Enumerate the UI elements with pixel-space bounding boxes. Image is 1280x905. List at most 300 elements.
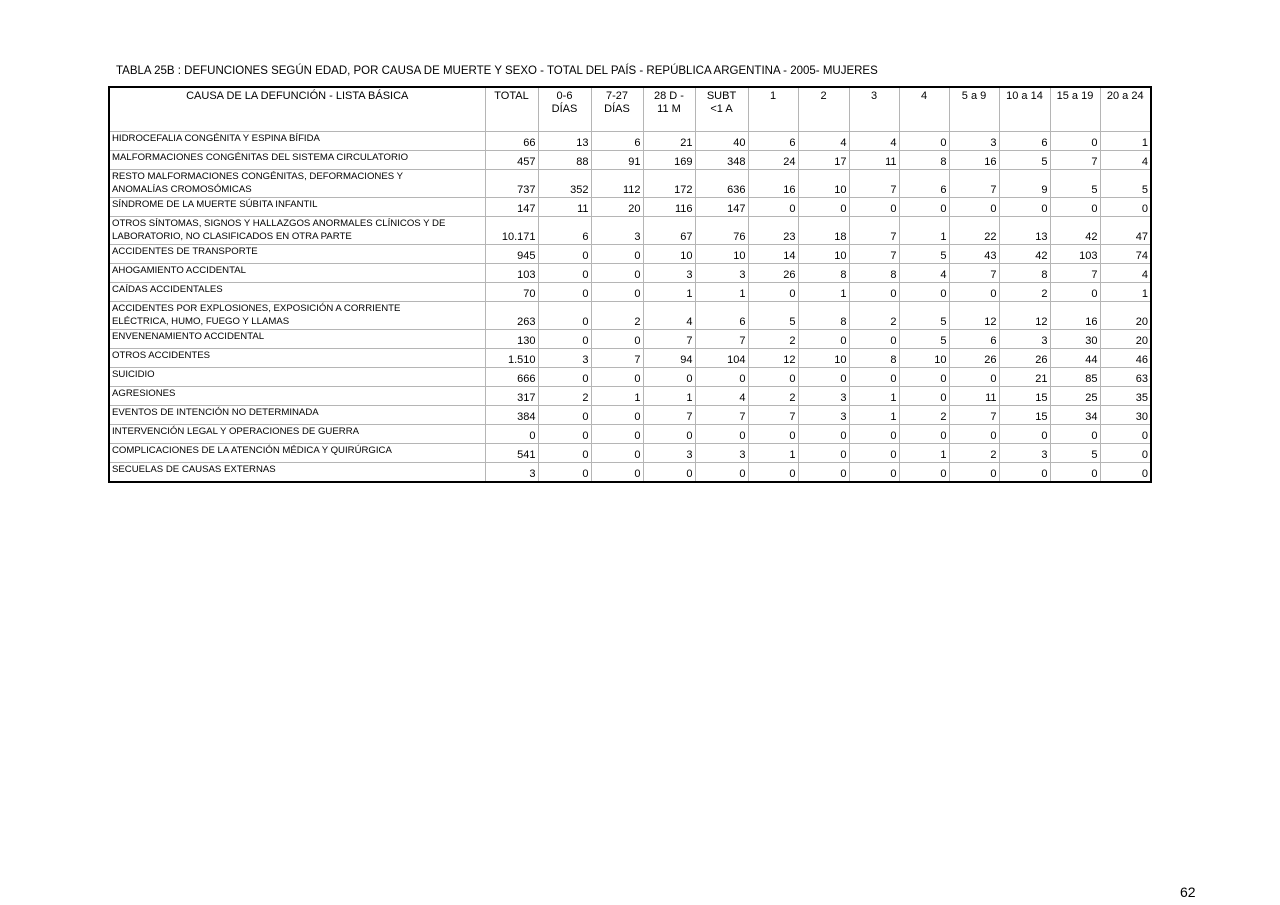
cause-cell (109, 264, 485, 283)
value-cell: 0 (538, 330, 591, 349)
total-cell: 130 (485, 330, 538, 349)
value-cell: 0 (591, 264, 643, 283)
value-cell: 0 (538, 283, 591, 302)
value-cell: 0 (748, 198, 798, 217)
value-cell: 7 (591, 349, 643, 368)
value-cell: 21 (999, 368, 1050, 387)
value-cell: 348 (695, 151, 748, 170)
column-header-line: 20 a 24 (1106, 90, 1144, 102)
value-cell: 3 (999, 444, 1050, 463)
value-cell: 7 (949, 264, 999, 283)
value-cell: 3 (949, 132, 999, 151)
cause-cell (109, 132, 485, 151)
total-cell: 103 (485, 264, 538, 283)
cause-line: OTROS ACCIDENTES (112, 350, 211, 361)
value-cell: 0 (1050, 132, 1100, 151)
value-cell: 0 (798, 330, 849, 349)
value-cell: 3 (999, 330, 1050, 349)
cause-line: ELÉCTRICA, HUMO, FUEGO Y LLAMAS (112, 316, 290, 327)
value-cell: 46 (1100, 349, 1151, 368)
value-cell: 0 (591, 463, 643, 483)
value-cell: 16 (748, 170, 798, 198)
total-cell: 10.171 (485, 217, 538, 245)
table-row (109, 463, 1151, 483)
value-cell: 7 (695, 406, 748, 425)
value-cell: 4 (1100, 264, 1151, 283)
value-cell: 0 (849, 283, 899, 302)
column-header (748, 87, 798, 132)
table-row (109, 368, 1151, 387)
value-cell: 11 (538, 198, 591, 217)
value-cell: 1 (849, 406, 899, 425)
total-cell: 3 (485, 463, 538, 483)
value-cell: 172 (643, 170, 695, 198)
value-cell: 26 (999, 349, 1050, 368)
value-cell: 15 (999, 406, 1050, 425)
total-cell: 737 (485, 170, 538, 198)
table-row (109, 170, 1151, 198)
value-cell: 0 (849, 444, 899, 463)
value-cell: 12 (748, 349, 798, 368)
value-cell: 4 (643, 302, 695, 330)
total-cell: 945 (485, 245, 538, 264)
value-cell: 11 (949, 387, 999, 406)
table-row (109, 302, 1151, 330)
value-cell: 0 (591, 283, 643, 302)
value-cell: 0 (538, 368, 591, 387)
cause-cell (109, 170, 485, 198)
value-cell: 1 (591, 387, 643, 406)
value-cell: 0 (899, 132, 949, 151)
value-cell: 0 (695, 368, 748, 387)
table-row (109, 198, 1151, 217)
value-cell: 0 (899, 463, 949, 483)
value-cell: 2 (748, 330, 798, 349)
value-cell: 0 (899, 425, 949, 444)
value-cell: 0 (1100, 463, 1151, 483)
value-cell: 0 (1050, 198, 1100, 217)
table-row (109, 264, 1151, 283)
value-cell: 43 (949, 245, 999, 264)
value-cell: 7 (695, 330, 748, 349)
value-cell: 0 (695, 463, 748, 483)
cause-line: ANOMALÍAS CROMOSÓMICAS (112, 184, 252, 195)
value-cell: 0 (591, 368, 643, 387)
value-cell: 1 (748, 444, 798, 463)
total-cell: 1.510 (485, 349, 538, 368)
table-row (109, 217, 1151, 245)
value-cell: 47 (1100, 217, 1151, 245)
cause-cell (109, 425, 485, 444)
table-row (109, 151, 1151, 170)
value-cell: 5 (748, 302, 798, 330)
cause-cell (109, 217, 485, 245)
value-cell: 91 (591, 151, 643, 170)
value-cell: 0 (538, 406, 591, 425)
total-cell: 66 (485, 132, 538, 151)
cause-cell (109, 444, 485, 463)
value-cell: 0 (849, 463, 899, 483)
total-cell: 541 (485, 444, 538, 463)
value-cell: 7 (949, 406, 999, 425)
value-cell: 9 (999, 170, 1050, 198)
value-cell: 25 (1050, 387, 1100, 406)
value-cell: 0 (748, 425, 798, 444)
value-cell: 26 (748, 264, 798, 283)
total-cell: 384 (485, 406, 538, 425)
cause-line: OTROS SÍNTOMAS, SIGNOS Y HALLAZGOS ANORMALES CLÍNICOS Y DE (112, 218, 446, 229)
value-cell: 0 (849, 198, 899, 217)
value-cell: 147 (695, 198, 748, 217)
value-cell: 8 (999, 264, 1050, 283)
value-cell: 0 (949, 198, 999, 217)
value-cell: 94 (643, 349, 695, 368)
column-header-line: DÍAS (551, 103, 578, 115)
value-cell: 4 (849, 132, 899, 151)
value-cell: 6 (591, 132, 643, 151)
value-cell: 8 (899, 151, 949, 170)
cause-cell (109, 349, 485, 368)
value-cell: 0 (949, 463, 999, 483)
value-cell: 7 (1050, 264, 1100, 283)
value-cell: 1 (899, 217, 949, 245)
column-header-line: 5 a 9 (961, 90, 987, 102)
cause-line: COMPLICACIONES DE LA ATENCIÓN MÉDICA Y QUIRÚRGICA (112, 445, 392, 456)
value-cell: 10 (798, 170, 849, 198)
value-cell: 1 (798, 283, 849, 302)
value-cell: 0 (899, 368, 949, 387)
value-cell: 24 (748, 151, 798, 170)
value-cell: 8 (849, 264, 899, 283)
cause-line: INTERVENCIÓN LEGAL Y OPERACIONES DE GUERRA (112, 426, 360, 437)
value-cell: 0 (798, 368, 849, 387)
value-cell: 0 (949, 425, 999, 444)
value-cell: 0 (591, 245, 643, 264)
value-cell: 12 (999, 302, 1050, 330)
value-cell: 15 (999, 387, 1050, 406)
value-cell: 0 (999, 198, 1050, 217)
value-cell: 16 (1050, 302, 1100, 330)
value-cell: 5 (1050, 170, 1100, 198)
column-header-line: SUBT (706, 90, 737, 102)
column-header (643, 87, 695, 132)
cause-cell (109, 245, 485, 264)
value-cell: 63 (1100, 368, 1151, 387)
value-cell: 4 (1100, 151, 1151, 170)
value-cell: 67 (643, 217, 695, 245)
value-cell: 5 (899, 302, 949, 330)
value-cell: 34 (1050, 406, 1100, 425)
value-cell: 42 (999, 245, 1050, 264)
column-header-cause (109, 87, 485, 132)
value-cell: 23 (748, 217, 798, 245)
value-cell: 3 (695, 264, 748, 283)
value-cell: 4 (798, 132, 849, 151)
table-title: TABLA 25B : DEFUNCIONES SEGÚN EDAD, POR CAUSA DE MUERTE Y SEXO - TOTAL DEL PAÍS - REPÚBLICA ARGENTINA - 2005- MUJERES (116, 65, 878, 77)
value-cell: 0 (798, 463, 849, 483)
value-cell: 6 (538, 217, 591, 245)
value-cell: 6 (949, 330, 999, 349)
value-cell: 3 (695, 444, 748, 463)
value-cell: 0 (538, 245, 591, 264)
value-cell: 7 (849, 170, 899, 198)
value-cell: 1 (849, 387, 899, 406)
cause-line: ACCIDENTES POR EXPLOSIONES, EXPOSICIÓN A CORRIENTE (112, 303, 401, 314)
value-cell: 169 (643, 151, 695, 170)
value-cell: 5 (899, 245, 949, 264)
value-cell: 0 (538, 264, 591, 283)
value-cell: 2 (899, 406, 949, 425)
value-cell: 85 (1050, 368, 1100, 387)
cause-line: SÍNDROME DE LA MUERTE SÚBITA INFANTIL (112, 199, 318, 210)
value-cell: 0 (643, 368, 695, 387)
value-cell: 6 (999, 132, 1050, 151)
column-header-line: 0-6 (556, 90, 573, 102)
column-header (849, 87, 899, 132)
value-cell: 8 (798, 264, 849, 283)
value-cell: 18 (798, 217, 849, 245)
cause-cell (109, 302, 485, 330)
cause-cell (109, 406, 485, 425)
value-cell: 112 (591, 170, 643, 198)
value-cell: 6 (695, 302, 748, 330)
table-row (109, 387, 1151, 406)
value-cell: 10 (798, 245, 849, 264)
value-cell: 10 (695, 245, 748, 264)
value-cell: 5 (999, 151, 1050, 170)
mortality-table (108, 86, 1152, 483)
cause-line: SUICIDIO (112, 369, 155, 380)
value-cell: 0 (1050, 463, 1100, 483)
value-cell: 20 (1100, 302, 1151, 330)
value-cell: 35 (1100, 387, 1151, 406)
value-cell: 0 (643, 425, 695, 444)
value-cell: 22 (949, 217, 999, 245)
value-cell: 13 (538, 132, 591, 151)
value-cell: 6 (899, 170, 949, 198)
table-row (109, 425, 1151, 444)
value-cell: 1 (1100, 283, 1151, 302)
column-header-line: 4 (920, 90, 928, 102)
value-cell: 0 (949, 283, 999, 302)
cause-line: HIDROCEFALIA CONGÉNITA Y ESPINA BÍFIDA (112, 133, 320, 144)
value-cell: 5 (1050, 444, 1100, 463)
value-cell: 0 (1100, 198, 1151, 217)
table-row (109, 349, 1151, 368)
cause-line: RESTO MALFORMACIONES CONGÉNITAS, DEFORMACIONES Y (112, 171, 404, 182)
cause-line: MALFORMACIONES CONGÉNITAS DEL SISTEMA CIRCULATORIO (112, 152, 409, 163)
value-cell: 10 (798, 349, 849, 368)
column-header (695, 87, 748, 132)
cause-cell (109, 198, 485, 217)
value-cell: 0 (1050, 425, 1100, 444)
value-cell: 2 (538, 387, 591, 406)
value-cell: 3 (538, 349, 591, 368)
value-cell: 7 (643, 406, 695, 425)
table-row (109, 444, 1151, 463)
value-cell: 0 (798, 425, 849, 444)
column-header-line: CAUSA DE LA DEFUNCIÓN - LISTA BÁSICA (186, 90, 409, 102)
value-cell: 6 (748, 132, 798, 151)
value-cell: 0 (695, 425, 748, 444)
value-cell: 2 (949, 444, 999, 463)
value-cell: 20 (591, 198, 643, 217)
value-cell: 0 (798, 198, 849, 217)
value-cell: 74 (1100, 245, 1151, 264)
value-cell: 0 (538, 302, 591, 330)
value-cell: 8 (849, 349, 899, 368)
column-header-line: 3 (870, 90, 878, 102)
table-row (109, 283, 1151, 302)
value-cell: 1 (643, 283, 695, 302)
column-header-line: 15 a 19 (1056, 90, 1094, 102)
value-cell: 0 (538, 444, 591, 463)
value-cell: 10 (899, 349, 949, 368)
value-cell: 0 (849, 330, 899, 349)
value-cell: 103 (1050, 245, 1100, 264)
value-cell: 7 (643, 330, 695, 349)
value-cell: 104 (695, 349, 748, 368)
total-cell: 70 (485, 283, 538, 302)
column-header-line: DÍAS (604, 103, 630, 115)
value-cell: 0 (849, 368, 899, 387)
total-cell: 0 (485, 425, 538, 444)
value-cell: 2 (591, 302, 643, 330)
value-cell: 0 (591, 406, 643, 425)
value-cell: 0 (748, 463, 798, 483)
column-header (538, 87, 591, 132)
cause-line: ENVENENAMIENTO ACCIDENTAL (112, 331, 265, 342)
value-cell: 1 (643, 387, 695, 406)
value-cell: 2 (999, 283, 1050, 302)
value-cell: 0 (949, 368, 999, 387)
value-cell: 10 (643, 245, 695, 264)
value-cell: 3 (643, 264, 695, 283)
value-cell: 40 (695, 132, 748, 151)
total-cell: 263 (485, 302, 538, 330)
cause-cell (109, 368, 485, 387)
total-cell: 317 (485, 387, 538, 406)
value-cell: 16 (949, 151, 999, 170)
value-cell: 352 (538, 170, 591, 198)
value-cell: 4 (899, 264, 949, 283)
value-cell: 0 (591, 425, 643, 444)
column-header (591, 87, 643, 132)
value-cell: 30 (1050, 330, 1100, 349)
value-cell: 2 (748, 387, 798, 406)
column-header-line: 10 a 14 (1006, 90, 1043, 102)
value-cell: 7 (748, 406, 798, 425)
value-cell: 0 (748, 368, 798, 387)
cause-cell (109, 387, 485, 406)
table-row (109, 132, 1151, 151)
cause-line: EVENTOS DE INTENCIÓN NO DETERMINADA (112, 407, 319, 418)
cause-line: ACCIDENTES DE TRANSPORTE (112, 246, 258, 257)
value-cell: 17 (798, 151, 849, 170)
value-cell: 1 (1100, 132, 1151, 151)
value-cell: 21 (643, 132, 695, 151)
value-cell: 3 (798, 406, 849, 425)
value-cell: 3 (798, 387, 849, 406)
column-header (1100, 87, 1151, 132)
value-cell: 0 (999, 463, 1050, 483)
value-cell: 13 (999, 217, 1050, 245)
value-cell: 42 (1050, 217, 1100, 245)
column-header-line: 2 (820, 90, 827, 102)
value-cell: 0 (1100, 444, 1151, 463)
value-cell: 7 (849, 217, 899, 245)
value-cell: 0 (899, 387, 949, 406)
value-cell: 5 (1100, 170, 1151, 198)
value-cell: 0 (999, 425, 1050, 444)
table-row (109, 245, 1151, 264)
column-header-line: TOTAL (494, 90, 529, 102)
value-cell: 12 (949, 302, 999, 330)
value-cell: 0 (899, 198, 949, 217)
column-header-line: 7-27 (605, 90, 629, 102)
value-cell: 7 (949, 170, 999, 198)
column-header-line: <1 A (710, 103, 733, 115)
cause-cell (109, 283, 485, 302)
value-cell: 1 (695, 283, 748, 302)
value-cell: 3 (643, 444, 695, 463)
cause-line: LABORATORIO, NO CLASIFICADOS EN OTRA PARTE (112, 231, 352, 242)
table-row (109, 406, 1151, 425)
value-cell: 7 (1050, 151, 1100, 170)
value-cell: 0 (1100, 425, 1151, 444)
total-cell: 457 (485, 151, 538, 170)
value-cell: 4 (695, 387, 748, 406)
value-cell: 30 (1100, 406, 1151, 425)
header-row (109, 87, 1151, 132)
value-cell: 0 (748, 283, 798, 302)
value-cell: 2 (849, 302, 899, 330)
cause-line: SECUELAS DE CAUSAS EXTERNAS (112, 464, 276, 475)
value-cell: 0 (538, 463, 591, 483)
cause-line: AHOGAMIENTO ACCIDENTAL (112, 265, 246, 276)
column-header-line: 11 M (657, 103, 681, 115)
value-cell: 7 (849, 245, 899, 264)
column-header (899, 87, 949, 132)
cause-line: CAÍDAS ACCIDENTALES (112, 284, 223, 295)
value-cell: 116 (643, 198, 695, 217)
value-cell: 11 (849, 151, 899, 170)
column-header (949, 87, 999, 132)
cause-line: AGRESIONES (112, 388, 176, 399)
value-cell: 1 (899, 444, 949, 463)
column-header (485, 87, 538, 132)
cause-cell (109, 330, 485, 349)
column-header (999, 87, 1050, 132)
column-header (798, 87, 849, 132)
cause-cell (109, 463, 485, 483)
value-cell: 0 (591, 444, 643, 463)
value-cell: 20 (1100, 330, 1151, 349)
column-header-line: 1 (769, 90, 777, 102)
value-cell: 76 (695, 217, 748, 245)
value-cell: 0 (1050, 283, 1100, 302)
cause-cell (109, 151, 485, 170)
value-cell: 14 (748, 245, 798, 264)
value-cell: 0 (899, 283, 949, 302)
page-number: 62 (1180, 884, 1196, 900)
value-cell: 8 (798, 302, 849, 330)
column-header (1050, 87, 1100, 132)
table-row (109, 330, 1151, 349)
value-cell: 0 (538, 425, 591, 444)
value-cell: 636 (695, 170, 748, 198)
value-cell: 88 (538, 151, 591, 170)
